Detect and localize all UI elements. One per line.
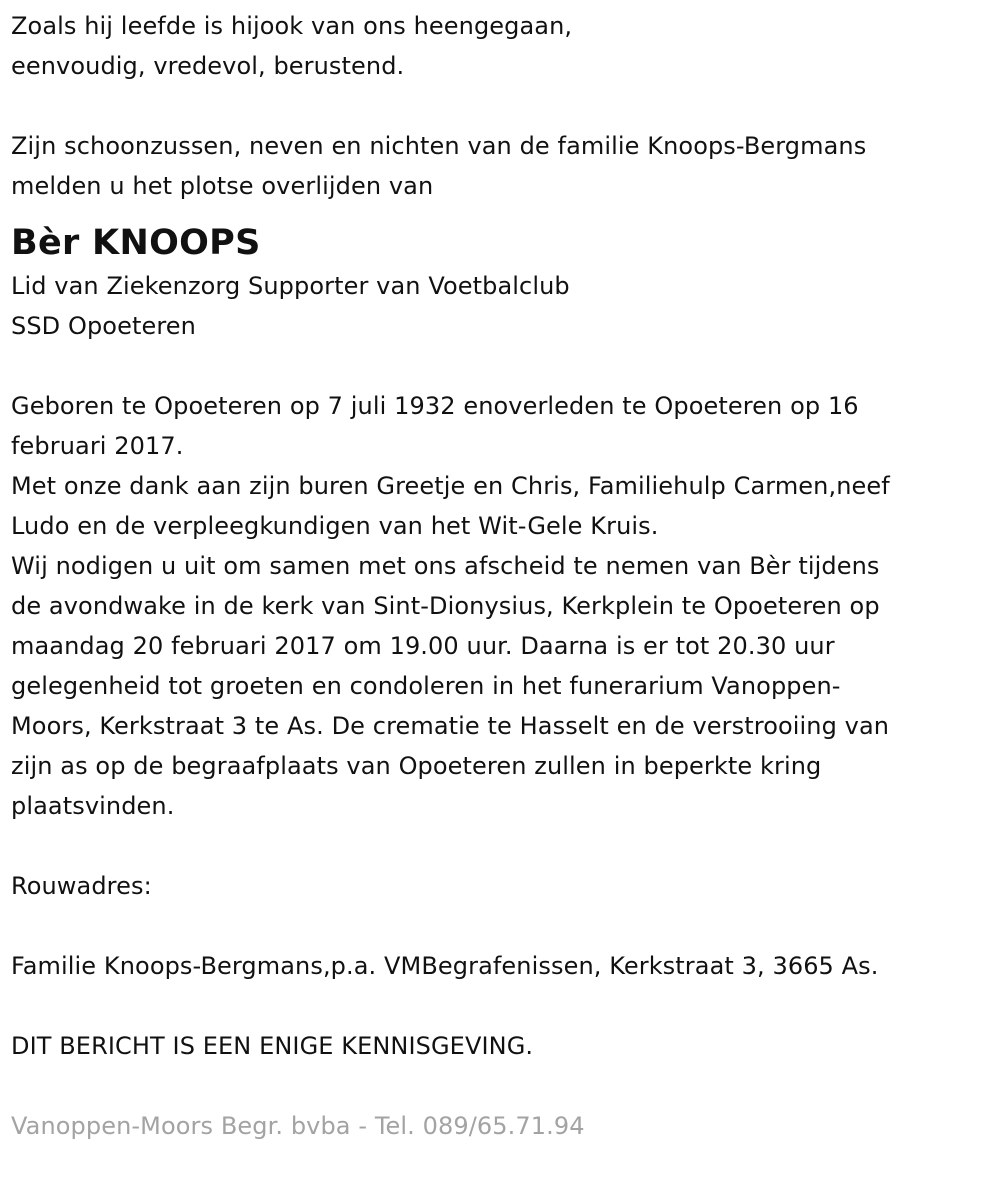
deceased-name: Bèr KNOOPS [11, 223, 261, 263]
deceased-role-line-1: Lid van Ziekenzorg Supporter van Voetbalclub [11, 272, 570, 300]
spacer [11, 346, 1000, 386]
body-line: plaatsvinden. [11, 792, 175, 820]
body-line: de avondwake in de kerk van Sint-Dionysius, Kerkplein te Opoeteren op [11, 592, 880, 620]
deceased-role-line-2: SSD Opoeteren [11, 312, 196, 340]
address-label: Rouwadres: [11, 872, 152, 900]
spacer [11, 826, 1000, 866]
body-line: februari 2017. [11, 432, 184, 460]
body-line: maandag 20 februari 2017 om 19.00 uur. Daarna is er tot 20.30 uur [11, 632, 835, 660]
footer-contact: Vanoppen-Moors Begr. bvba - Tel. 089/65.71.94 [11, 1112, 585, 1140]
body-line: Wij nodigen u uit om samen met ons afscheid te nemen van Bèr tijdens [11, 552, 880, 580]
body-line: Moors, Kerkstraat 3 te As. De crematie te Hasselt en de verstrooiing van [11, 712, 890, 740]
spacer [11, 86, 1000, 126]
spacer [11, 986, 1000, 1026]
poem-line-1: Zoals hij leefde is hijook van ons heengegaan, [11, 12, 573, 40]
intro-line-1: Zijn schoonzussen, neven en nichten van de familie Knoops-Bergmans [11, 132, 867, 160]
intro-line-2: melden u het plotse overlijden van [11, 172, 434, 200]
body-line: zijn as op de begraafplaats van Opoeteren zullen in beperkte kring [11, 752, 822, 780]
body-line: Ludo en de verpleegkundigen van het Wit-Gele Kruis. [11, 512, 659, 540]
notice-line: DIT BERICHT IS EEN ENIGE KENNISGEVING. [11, 1032, 534, 1060]
spacer [11, 1066, 1000, 1106]
poem-line-2: eenvoudig, vredevol, berustend. [11, 52, 405, 80]
body-line: gelegenheid tot groeten en condoleren in het funerarium Vanoppen- [11, 672, 841, 700]
body-line: Met onze dank aan zijn buren Greetje en Chris, Familiehulp Carmen,neef [11, 472, 890, 500]
spacer [11, 906, 1000, 946]
address-value: Familie Knoops-Bergmans,p.a. VMBegrafenissen, Kerkstraat 3, 3665 As. [11, 952, 879, 980]
body-line: Geboren te Opoeteren op 7 juli 1932 enoverleden te Opoeteren op 16 [11, 392, 859, 420]
